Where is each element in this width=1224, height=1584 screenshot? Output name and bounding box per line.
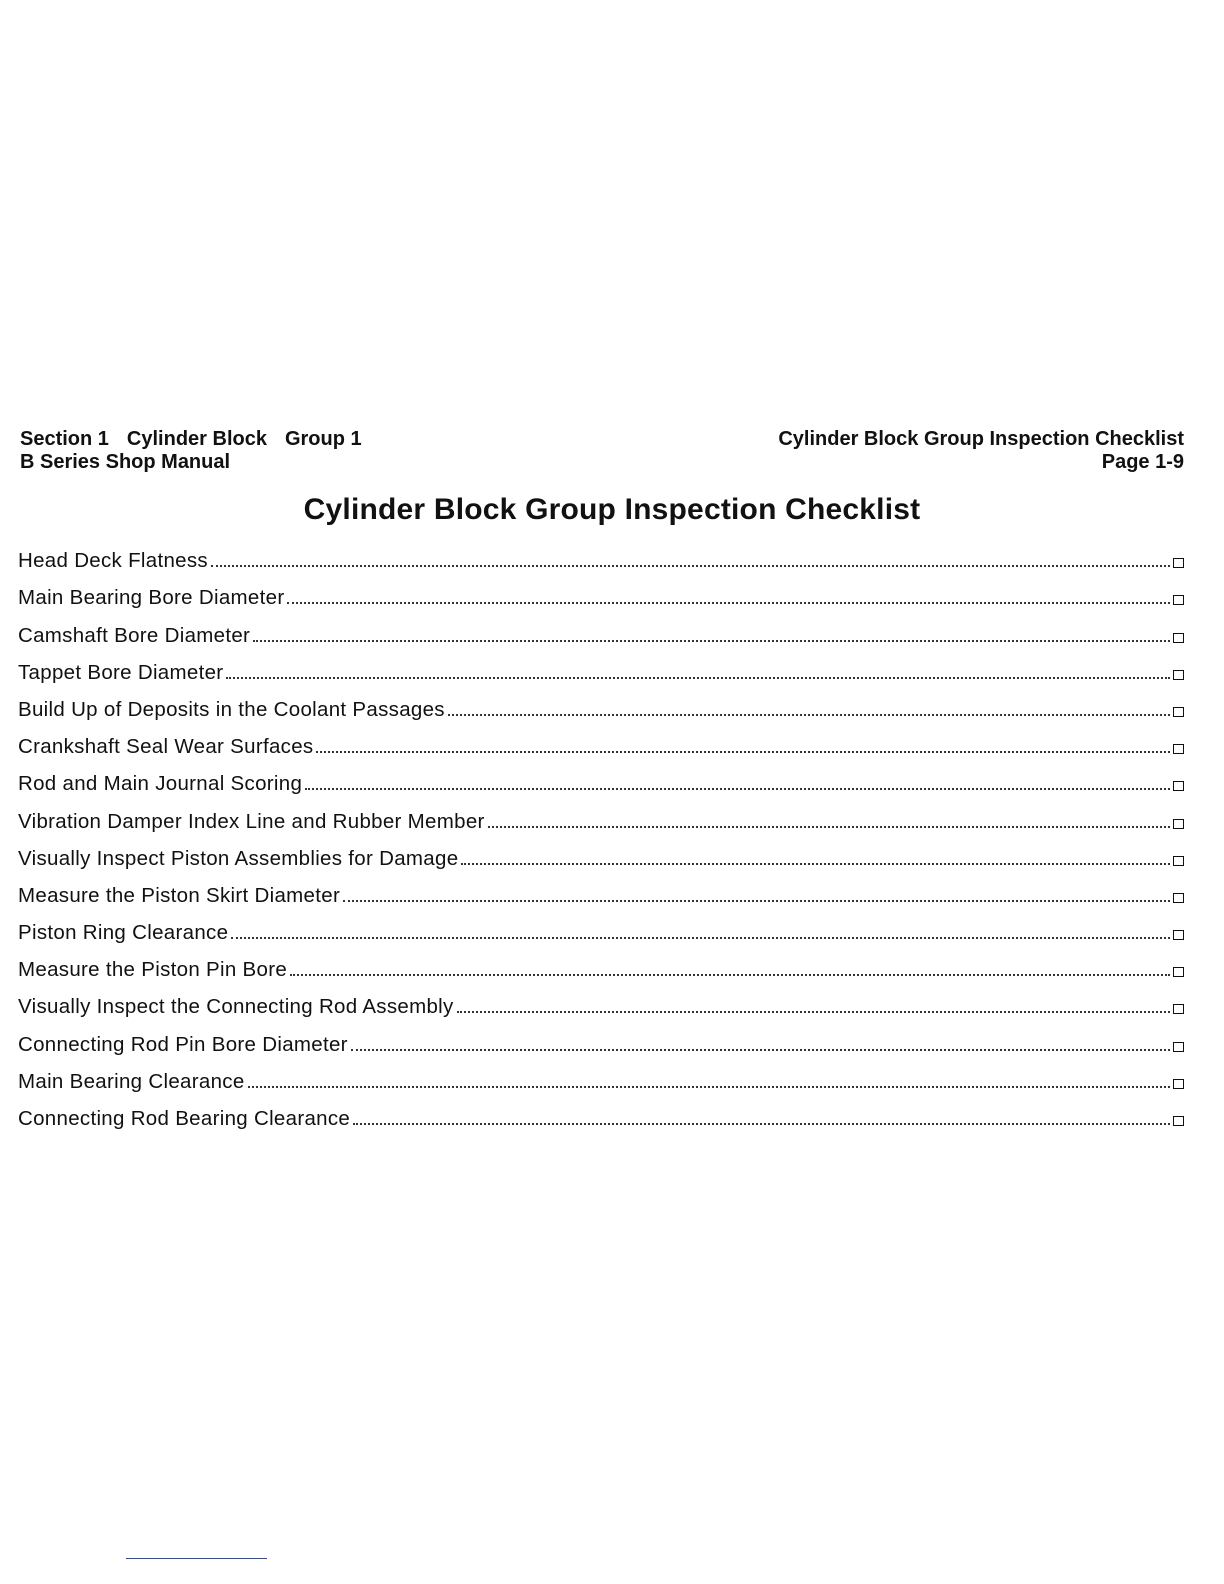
checkbox-icon[interactable] — [1173, 707, 1184, 717]
dot-leader — [316, 751, 1170, 753]
checklist-item-label: Connecting Rod Bearing Clearance — [18, 1107, 351, 1130]
dot-leader — [353, 1123, 1170, 1125]
dot-leader — [488, 826, 1170, 828]
checkbox-icon[interactable] — [1173, 670, 1184, 680]
manual-name: B Series Shop Manual — [20, 451, 231, 473]
checkbox-icon[interactable] — [1173, 595, 1184, 605]
checklist-item-label: Main Bearing Clearance — [18, 1069, 245, 1093]
checkbox-icon[interactable] — [1173, 967, 1184, 977]
checklist-item-label: Connecting Rod Pin Bore Diameter — [18, 1032, 348, 1056]
dot-leader — [253, 640, 1170, 642]
checkbox-icon[interactable] — [1173, 633, 1184, 643]
checklist-item-label: Visually Inspect Piston Assemblies for Damage — [18, 846, 459, 870]
dot-leader — [343, 900, 1170, 902]
checkbox-icon[interactable] — [1173, 930, 1184, 940]
checklist-item — [18, 648, 1184, 685]
checklist-item-label: Camshaft Bore Diameter — [18, 623, 251, 647]
dot-leader — [448, 714, 1170, 716]
checklist-item — [18, 1057, 1184, 1094]
checklist-item — [18, 610, 1184, 647]
checklist-item-label: Rod and Main Journal Scoring — [18, 772, 303, 796]
checkbox-icon[interactable] — [1173, 1004, 1184, 1014]
checklist-item — [18, 722, 1184, 759]
checklist-item — [18, 908, 1184, 945]
checklist-item-label: Main Bearing Bore Diameter — [18, 586, 285, 610]
checklist-item-label: Piston Ring Clearance — [18, 921, 229, 945]
header-right — [778, 428, 1184, 474]
dot-leader — [231, 937, 1170, 939]
checkbox-icon[interactable] — [1173, 558, 1184, 568]
inspection-checklist — [18, 536, 1184, 1131]
checklist-item — [18, 982, 1184, 1019]
checklist-item-label: Visually Inspect the Connecting Rod Assembly — [18, 995, 454, 1019]
footer-rule — [126, 1558, 267, 1559]
dot-leader — [287, 602, 1170, 604]
page-header — [20, 428, 1184, 478]
page-title: Cylinder Block Group Inspection Checklist — [303, 493, 921, 526]
group-number: Group 1 — [284, 428, 362, 450]
section-line — [20, 428, 362, 451]
checklist-item — [18, 796, 1184, 833]
checkbox-icon[interactable] — [1173, 781, 1184, 791]
checklist-item — [18, 573, 1184, 610]
checklist-item — [18, 945, 1184, 982]
checklist-item-label: Crankshaft Seal Wear Surfaces — [18, 735, 314, 759]
checkbox-icon[interactable] — [1173, 893, 1184, 903]
checklist-item — [18, 759, 1184, 796]
dot-leader — [457, 1011, 1170, 1013]
section-number: Section 1 — [20, 428, 109, 450]
page-number: Page 1-9 — [1101, 451, 1184, 473]
checklist-item-label: Vibration Damper Index Line and Rubber Member — [18, 809, 485, 833]
dot-leader — [461, 863, 1170, 865]
checklist-item — [18, 1094, 1184, 1131]
checklist-item-label: Tappet Bore Diameter — [18, 660, 224, 684]
checklist-item-label: Head Deck Flatness — [18, 549, 208, 573]
checkbox-icon[interactable] — [1173, 744, 1184, 754]
checkbox-icon[interactable] — [1173, 856, 1184, 866]
checkbox-icon[interactable] — [1173, 1116, 1184, 1126]
dot-leader — [248, 1086, 1170, 1088]
checkbox-icon[interactable] — [1173, 819, 1184, 829]
dot-leader — [290, 974, 1170, 976]
dot-leader — [351, 1049, 1170, 1051]
checklist-item — [18, 1019, 1184, 1056]
section-name: Cylinder Block — [126, 428, 267, 450]
checkbox-icon[interactable] — [1173, 1042, 1184, 1052]
checklist-item-label: Measure the Piston Skirt Diameter — [18, 883, 341, 907]
checklist-item — [18, 685, 1184, 722]
header-left — [20, 428, 362, 474]
checklist-item — [18, 536, 1184, 573]
running-title: Cylinder Block Group Inspection Checklist — [778, 428, 1184, 450]
checklist-item — [18, 834, 1184, 871]
checklist-item — [18, 871, 1184, 908]
checklist-item-label: Build Up of Deposits in the Coolant Passages — [18, 697, 445, 721]
dot-leader — [211, 565, 1170, 567]
checkbox-icon[interactable] — [1173, 1079, 1184, 1089]
dot-leader — [305, 788, 1170, 790]
dot-leader — [226, 677, 1170, 679]
checklist-item-label: Measure the Piston Pin Bore — [18, 958, 288, 982]
